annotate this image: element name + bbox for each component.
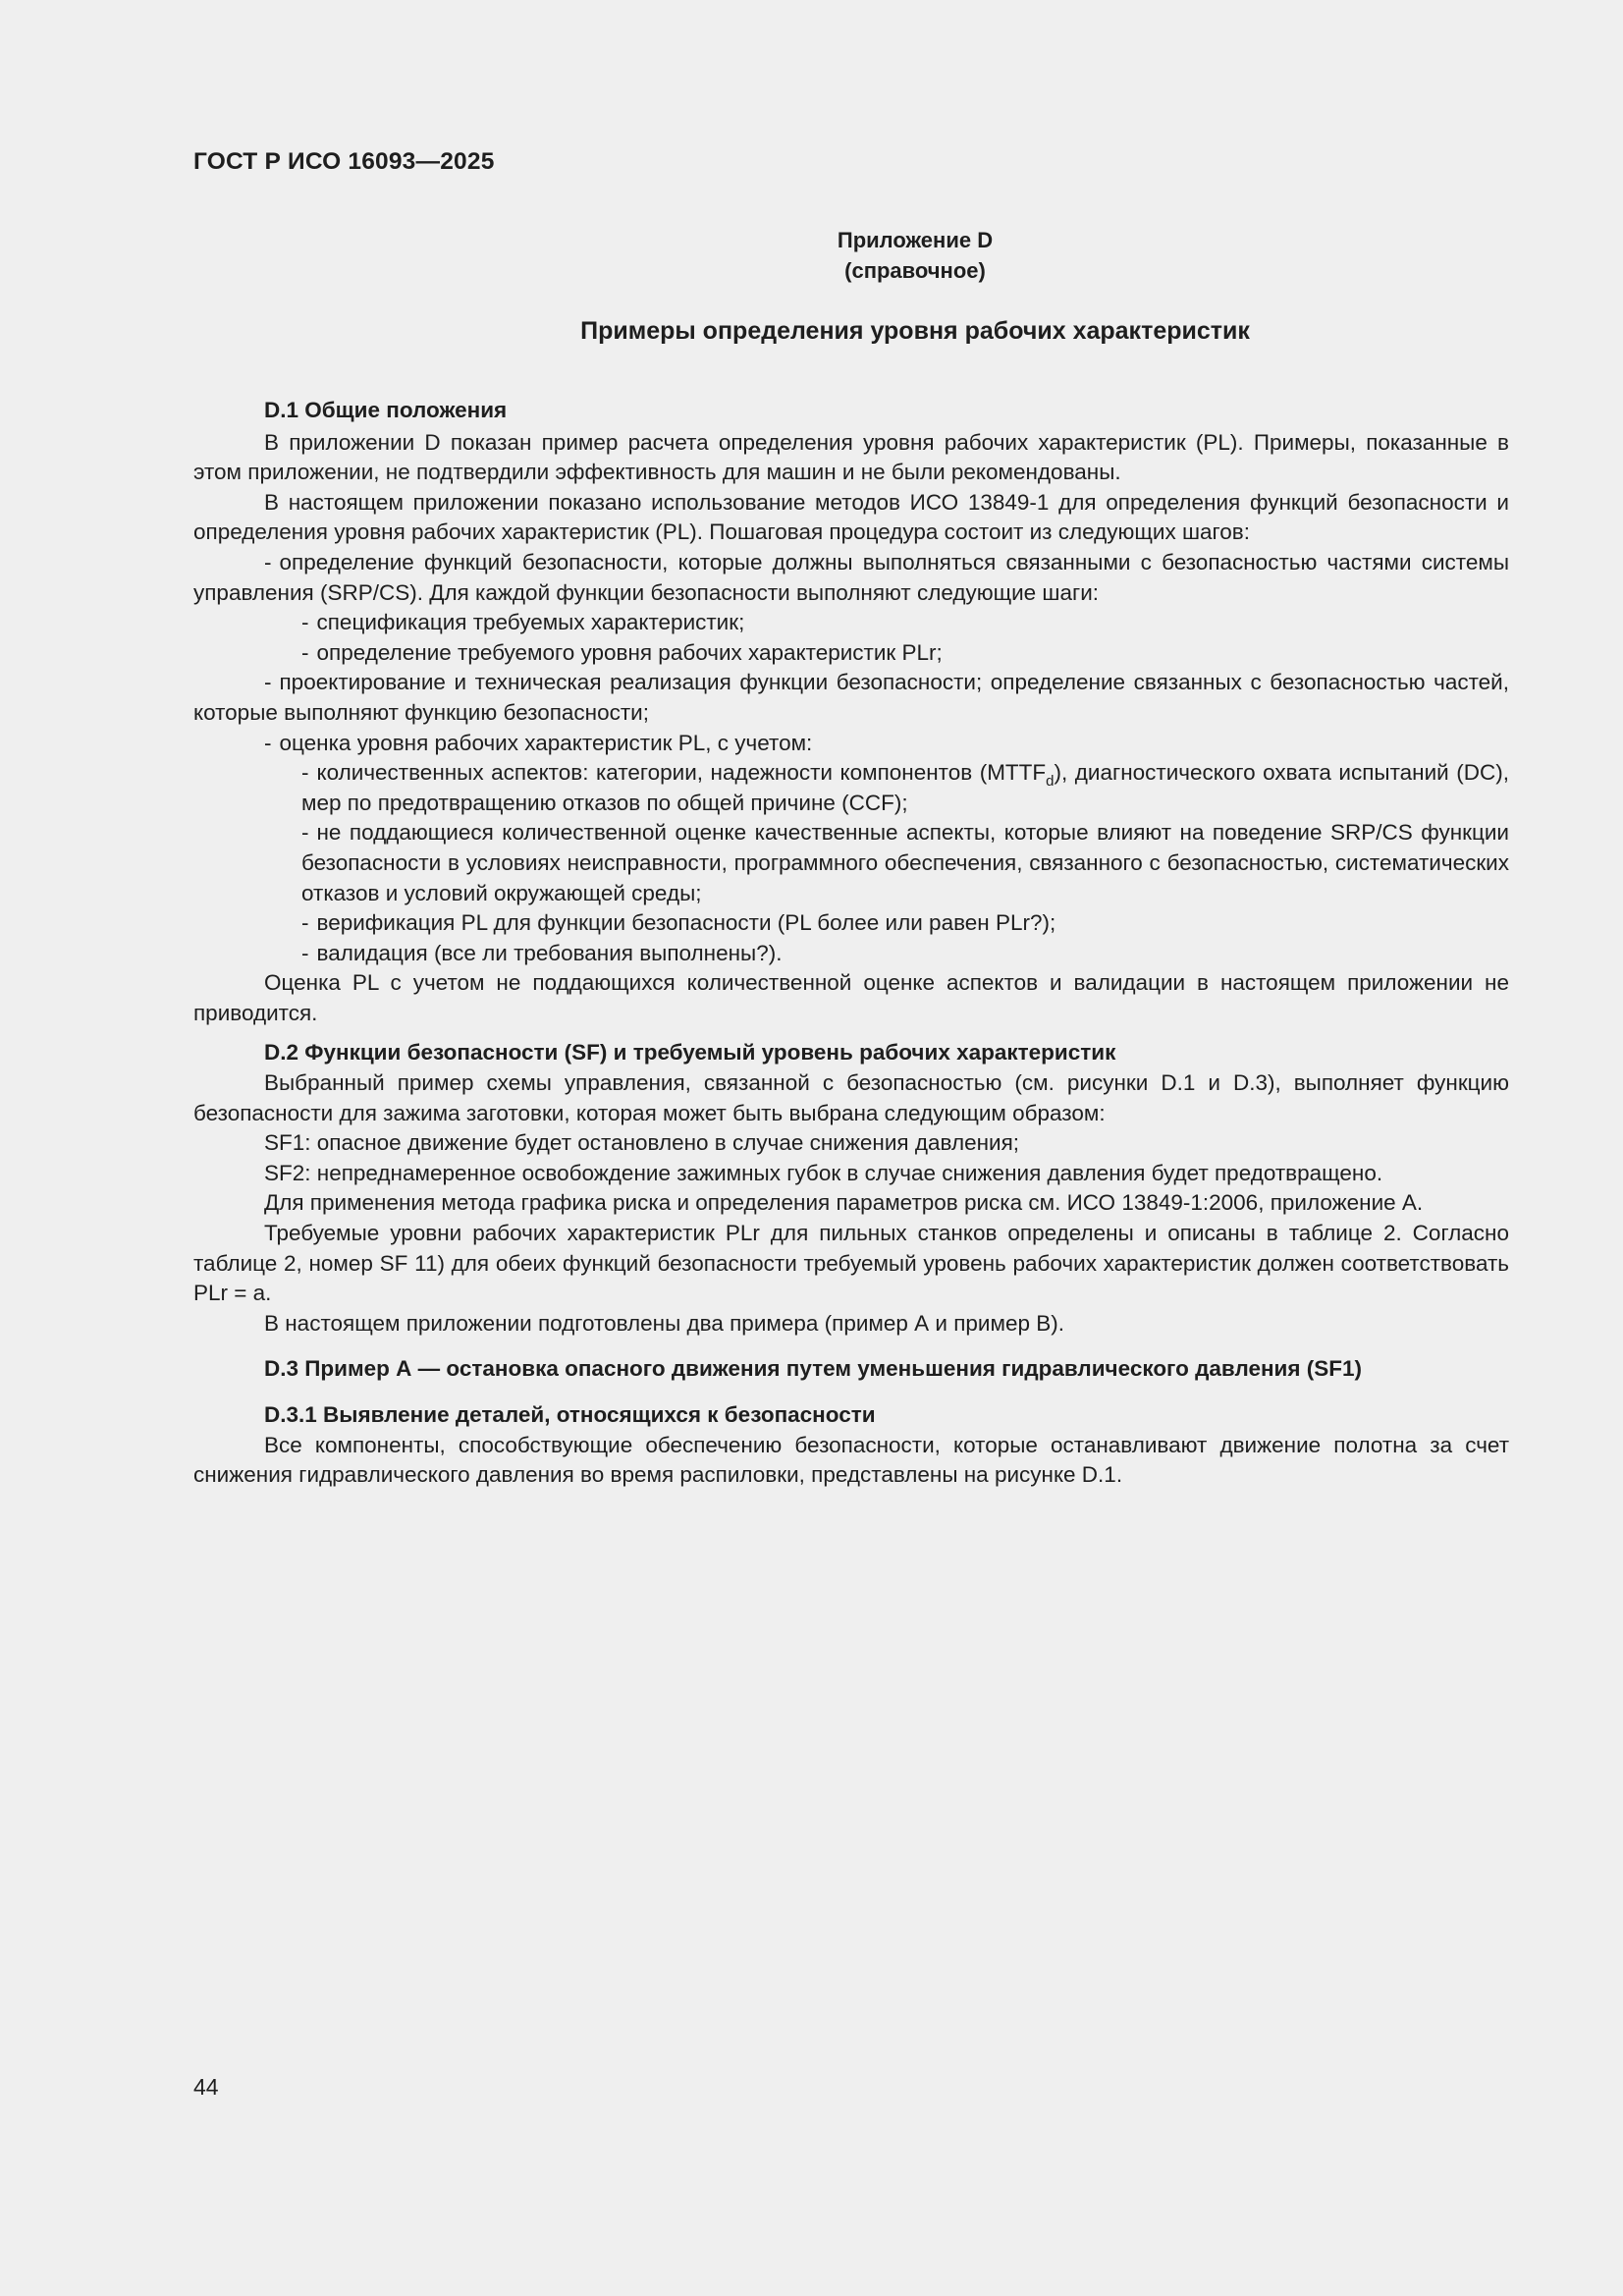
list-item: - оценка уровня рабочих характеристик PL, с учетом: <box>264 730 813 755</box>
section-heading-d2: D.2 Функции безопасности (SF) и требуемый уровень рабочих характеристик <box>264 1040 1116 1066</box>
subsection-heading-d3-1: D.3.1 Выявление деталей, относящихся к безопасности <box>264 1402 876 1427</box>
appendix-type: (справочное) <box>844 258 986 283</box>
list-item: - определение функций безопасности, которые должны выполняться связанными с безопасностью частями системы управления (SRP/CS). Для каждой функции безопасности выполняют следующие шаги: <box>193 549 1509 605</box>
paragraph: SF1: опасное движение будет остановлено в случае снижения давления; <box>264 1130 1020 1156</box>
list-item: - спецификация требуемых характеристик; <box>301 610 745 635</box>
list-item: - валидация (все ли требования выполнены?). <box>301 940 783 965</box>
section-heading-d3: D.3 Пример А — остановка опасного движения путем уменьшения гидравлического давления (SF1) <box>264 1356 1363 1382</box>
paragraph: Оценка PL с учетом не поддающихся количественной оценке аспектов и валидации в настоящем приложении не приводится. <box>193 970 1509 1025</box>
paragraph: Требуемые уровни рабочих характеристик PLr для пильных станков определены и описаны в таблице 2. Согласно таблице 2, номер SF 11) для обеих функций безопасности требуемый уровень рабочих характеристик должен соответствовать PLr = a. <box>193 1221 1509 1306</box>
document-body <box>193 396 1509 1491</box>
paragraph: В настоящем приложении подготовлены два примера (пример А и пример В). <box>264 1310 1064 1336</box>
appendix-header <box>193 225 1509 286</box>
page-number: 44 <box>193 2074 219 2100</box>
section-heading-d1: D.1 Общие положения <box>264 398 508 422</box>
list-item: - определение требуемого уровня рабочих характеристик PLr; <box>301 639 943 665</box>
paragraph: SF2: непреднамеренное освобождение зажимных губок в случае снижения давления будет предотвращено. <box>264 1160 1383 1185</box>
list-item: - не поддающиеся количественной оценке качественные аспекты, которые влияют на поведение SRP/CS функции безопасности в условиях неисправности, программного обеспечения, связанного с безопасностью, систематических отказов и условий окружающей среды; <box>301 820 1509 905</box>
list-item: - количественных аспектов: категории, надежности компонентов $(MTTF_d)$, диагностического охвата испытаний (DC), мер по предотвращению отказов по общей причине (CCF); <box>301 760 1509 815</box>
paragraph: В настоящем приложении показано использование методов ИСО 13849-1 для определения функций безопасности и определения уровня рабочих характеристик (PL). Пошаговая процедура состоит из следующих шагов: <box>193 489 1509 545</box>
appendix-label: Приложение D <box>837 228 994 252</box>
document-code: ГОСТ Р ИСО 16093—2025 <box>193 148 495 175</box>
paragraph: В приложении D показан пример расчета определения уровня рабочих характеристик (PL). Примеры, показанные в этом приложении, не подтвердили эффективность для машин и не были рекомендованы. <box>193 429 1509 485</box>
list-item: - верификация PL для функции безопасности (PL более или равен PLr?); <box>301 910 1056 936</box>
paragraph: Все компоненты, способствующие обеспечению безопасности, которые останавливают движение полотна за счет снижения гидравлического давления во время распиловки, представлены на рисунке D.1. <box>193 1432 1509 1488</box>
paragraph: Для применения метода графика риска и определения параметров риска см. ИСО 13849-1:2006, приложение А. <box>264 1190 1424 1216</box>
appendix-title: Примеры определения уровня рабочих характеристик <box>580 317 1250 345</box>
list-item: - проектирование и техническая реализация функции безопасности; определение связанных с безопасностью частей, которые выполняют функцию безопасности; <box>193 670 1509 725</box>
paragraph: Выбранный пример схемы управления, связанной с безопасностью (см. рисунки D.1 и D.3), выполняет функцию безопасности для зажима заготовки, которая может быть выбрана следующим образом: <box>193 1070 1509 1125</box>
